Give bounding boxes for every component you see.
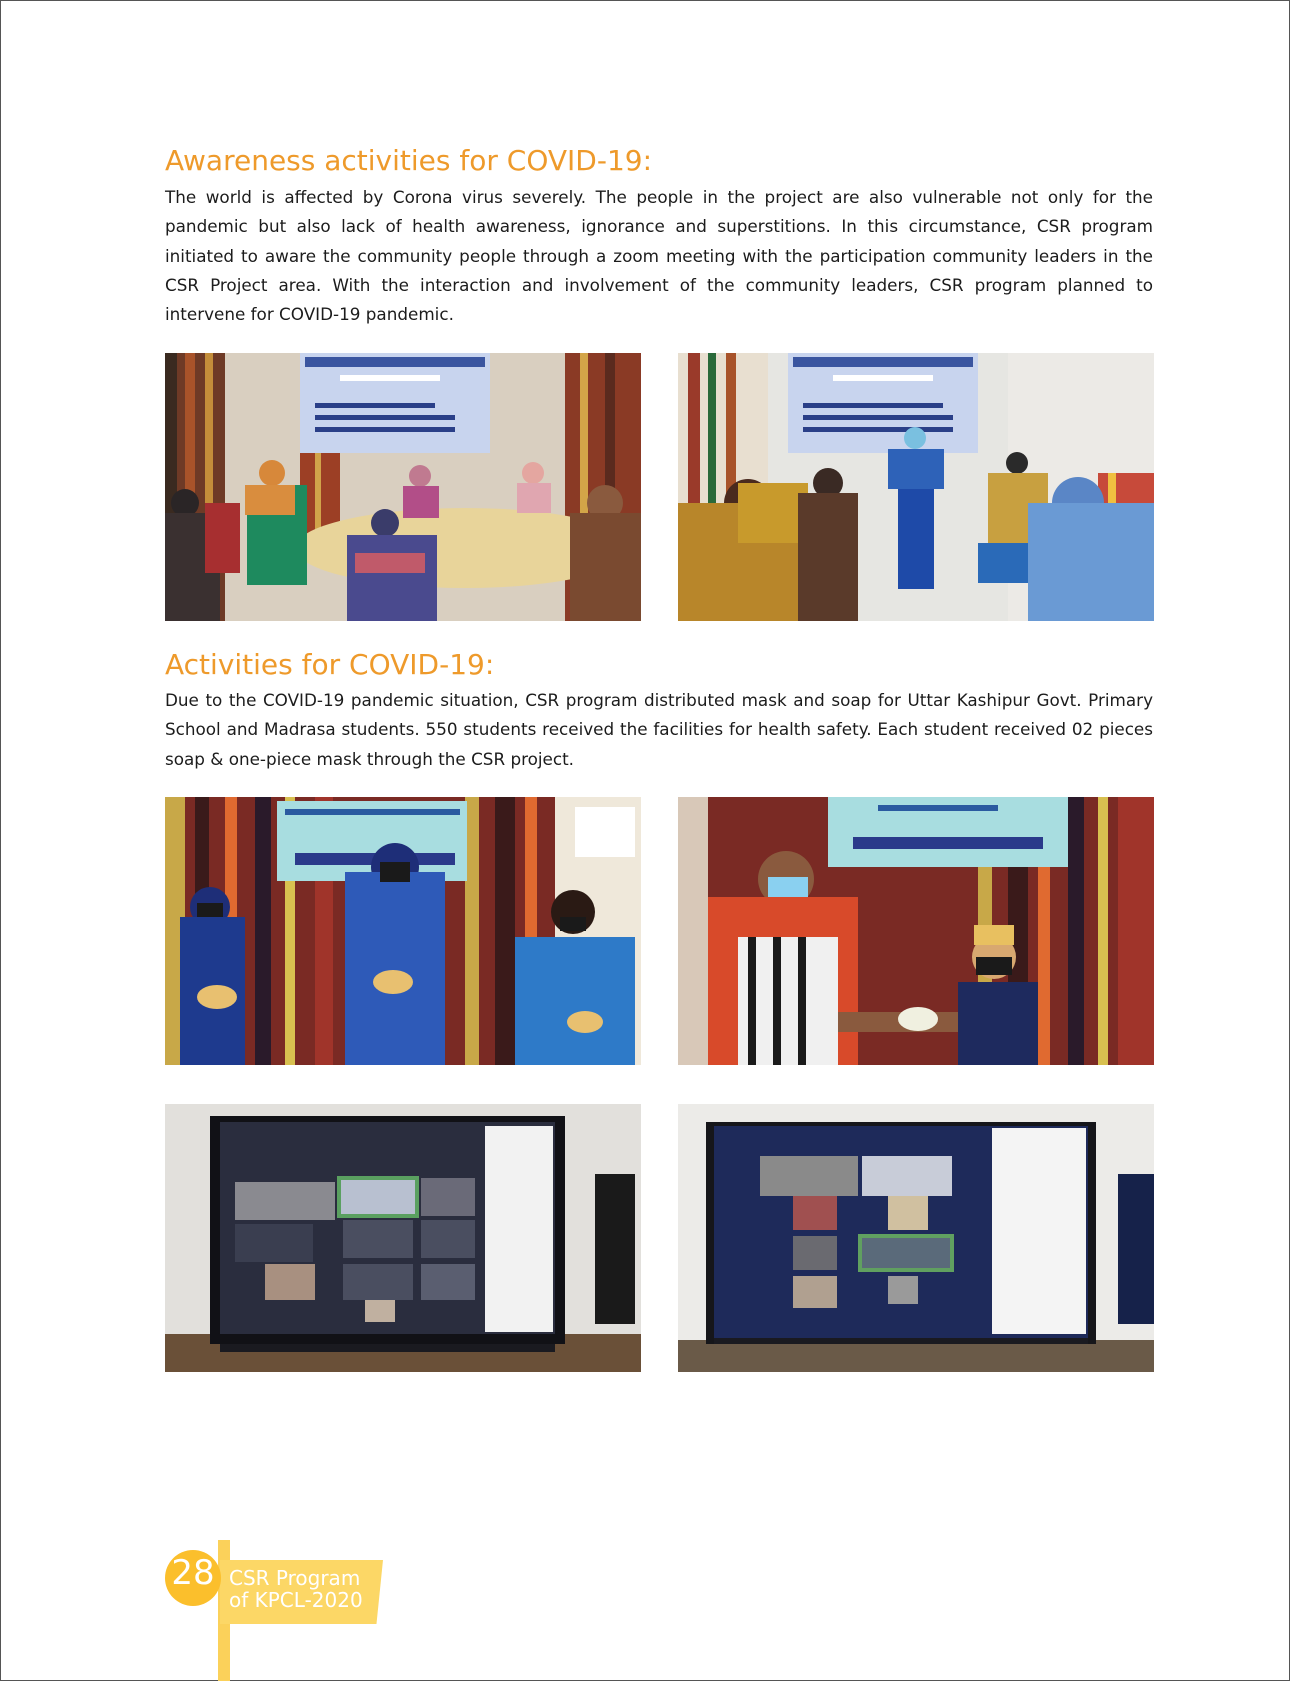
footer-title-line-1: CSR Program: [229, 1566, 361, 1590]
footer-title-line-2: of KPCL-2020: [229, 1588, 363, 1612]
page-number: 28: [171, 1553, 215, 1593]
photo-students-soap-distribution: [165, 797, 641, 1065]
section-paragraph-awareness: The world is affected by Corona virus severely. The people in the project are also vulnerable not only for the pandemic but also lack of health awareness, ignorance and superstitions. In this circumstance, CSR program initiated to aware the community people through a zoom meeting with the participation community leaders in the CSR Project area. With the interaction and involvement of the community leaders, CSR program planned to intervene for COVID-19 pandemic.: [165, 187, 1153, 325]
photo-soap-handover: [678, 797, 1154, 1065]
photo-awareness-meeting-2: [678, 353, 1154, 621]
photo-zoom-meeting-screen-1: [165, 1104, 641, 1372]
photo-zoom-meeting-screen-2: [678, 1104, 1154, 1372]
photo-awareness-meeting-1: [165, 353, 641, 621]
section-paragraph-activities: Due to the COVID-19 pandemic situation, CSR program distributed mask and soap for Uttar Kashipur Govt. Primary School and Madrasa students. 550 students received the facilities for health safety. Each student received 02 pieces soap & one-piece mask through the CSR project.: [165, 690, 1153, 769]
section-heading-awareness: Awareness activities for COVID-19:: [165, 144, 653, 177]
section-heading-activities: Activities for COVID-19:: [165, 648, 495, 681]
